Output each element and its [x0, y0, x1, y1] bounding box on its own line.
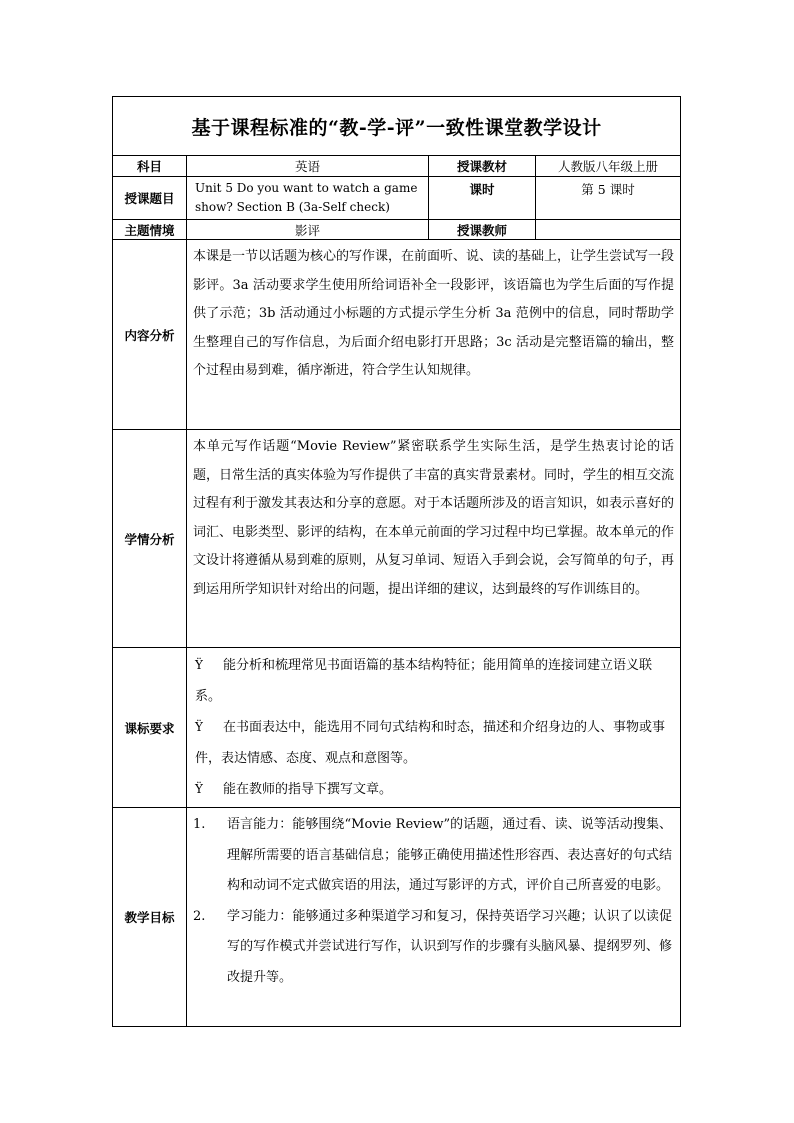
context-label: 主题情境 — [113, 220, 187, 240]
learner-analysis-label: 学情分析 — [113, 430, 187, 648]
lesson-design-sheet — [112, 96, 680, 1027]
learner-analysis-text: 本单元写作话题“Movie Review”紧密联系学生实际生活，是学生热衷讨论的话题，日常生活的真实体验为写作提供了丰富的真实背景素材。同时，学生的相互交流过程有利于激发其表达和分享的意愿。对于本话题所涉及的语言知识，如表示喜好的词汇、电影类型、影评的结构，在本单元前面的学习过程中均已掌握。故本单元的作文设计将遵循从易到难的原则，从复习单词、短语入手到会说，会写简单的句子，再到运用所学知识针对给出的问题，提出详细的建议，达到最终的写作训练目的。 — [187, 430, 681, 648]
topic-label: 授课题目 — [113, 177, 187, 220]
curriculum-item-text: 能分析和梳理常见书面语篇的基本结构特征；能用简单的连接词建立语义联系。 — [195, 658, 653, 704]
bullet-icon: Ÿ — [195, 720, 203, 734]
textbook-value: 人教版八年级上册 — [536, 156, 681, 177]
objective-number: 2. — [193, 908, 206, 924]
objectives-cell — [187, 808, 681, 1027]
subject-value: 英语 — [187, 156, 429, 177]
content-analysis-text: 本课是一节以话题为核心的写作课，在前面听、说、读的基础上，让学生尝试写一段影评。3a 活动要求学生使用所给词语补全一段影评，该语篇也为学生后面的写作提供了示范；3b 活动通过小标题的方式提示学生分析 3a 范例中的信息，同时帮助学生整理自己的写作信息，为后面介绍电影打开思路；3c 活动是完整语篇的输出，整个过程由易到难，循序渐进，符合学生认知规律。 — [187, 240, 681, 430]
objective-item — [193, 810, 672, 902]
period-label: 课时 — [429, 177, 536, 220]
content-analysis-label: 内容分析 — [113, 240, 187, 430]
context-value: 影评 — [187, 220, 429, 240]
objective-text: 学习能力：能够通过多种渠道学习和复习，保持英语学习兴趣；认识了以读促写的写作模式并尝试进行写作，认识到写作的步骤有头脑风暴、提纲罗列、修改提升等。 — [227, 908, 673, 985]
curriculum-item-text: 能在教师的指导下撰写文章。 — [223, 782, 393, 797]
textbook-label: 授课教材 — [429, 156, 536, 177]
curriculum-cell — [187, 648, 681, 808]
objective-text: 语言能力：能够围绕“Movie Review”的话题，通过看、读、说等活动搜集、理解所需要的语言基础信息；能够正确使用描述性形容西、表达喜好的句式结构和动词不定式做宾语的用法，通过写影评的方式，评价自己所喜爱的电影。 — [227, 817, 673, 893]
bullet-icon: Ÿ — [195, 658, 203, 672]
teacher-value — [536, 220, 681, 240]
period-value: 第 5 课时 — [536, 177, 681, 220]
subject-label: 科目 — [113, 156, 187, 177]
objective-number: 1. — [193, 817, 206, 832]
objective-item — [193, 902, 672, 994]
curriculum-item — [195, 650, 674, 712]
topic-value: Unit 5 Do you want to watch a game show? Section B (3a-Self check) — [187, 177, 429, 220]
curriculum-item — [195, 774, 674, 805]
bullet-icon: Ÿ — [195, 782, 203, 796]
document-title: 基于课程标准的“教-学-评”一致性课堂教学设计 — [113, 97, 681, 156]
lesson-design-table — [112, 96, 681, 1027]
objectives-label: 教学目标 — [113, 808, 187, 1027]
curriculum-label: 课标要求 — [113, 648, 187, 808]
curriculum-item — [195, 712, 674, 774]
teacher-label: 授课教师 — [429, 220, 536, 240]
curriculum-item-text: 在书面表达中，能选用不同句式结构和时态，描述和介绍身边的人、事物或事件，表达情感、态度、观点和意图等。 — [195, 720, 666, 766]
